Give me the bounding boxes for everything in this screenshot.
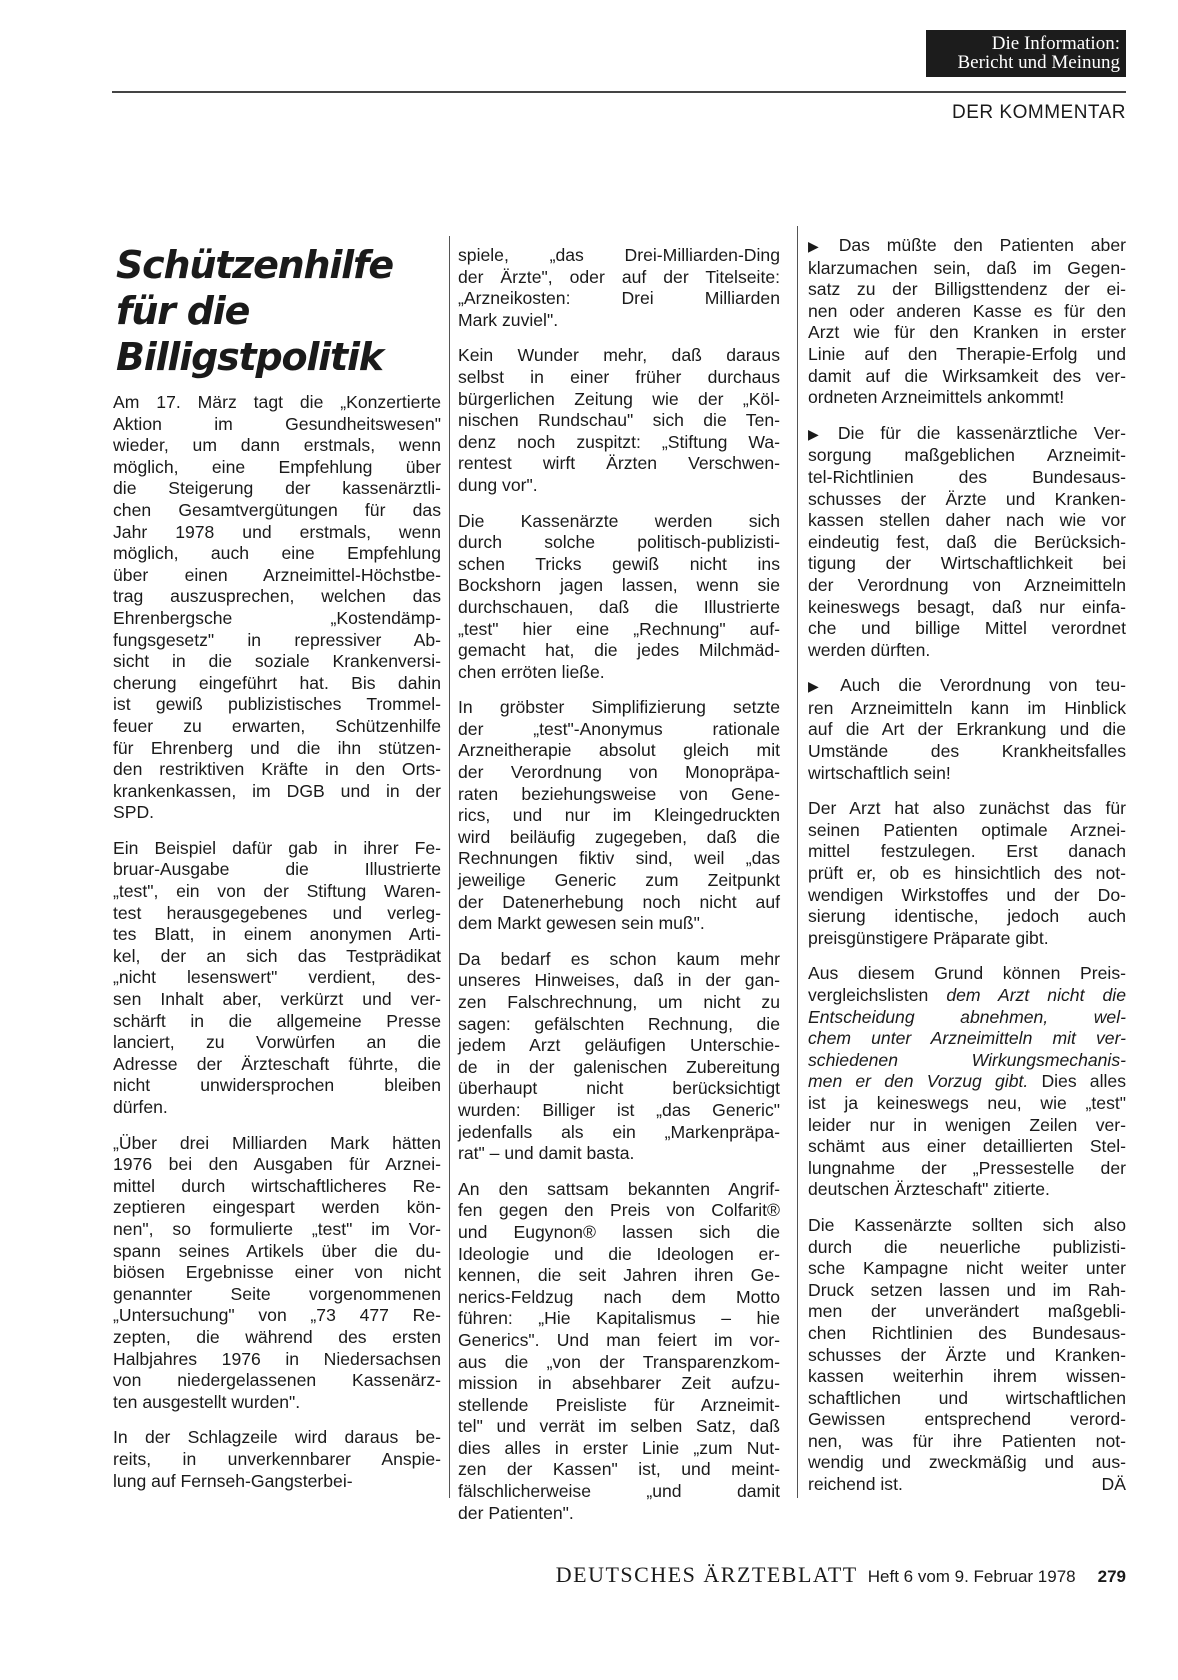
text-line: Entscheidung abnehmen, wel-	[808, 1006, 1126, 1027]
text-line: ren Arzneimitteln kann im Hinblick	[808, 697, 1126, 718]
text-line: nicht unwidersprochen bleiben	[113, 1075, 441, 1096]
headline-line: Billigstpolitik	[116, 335, 383, 379]
text-line: nen", so formulierte „test" im Vor-	[113, 1218, 441, 1239]
text-line: In der Schlagzeile wird daraus be-	[113, 1427, 441, 1448]
text-line: deutschen Ärzteschaft" zitierte.	[808, 1179, 1050, 1200]
text-line: keineswegs besagt, daß nur einfa-	[808, 596, 1126, 617]
text-line: jedenfalls als ein „Markenpräpa-	[458, 1121, 780, 1142]
text-line: men der unverändert maßgebli-	[808, 1301, 1126, 1322]
text-line: 1976 bei den Ausgaben für Arznei-	[113, 1154, 441, 1175]
page-number: 279	[1097, 1567, 1126, 1586]
text-line: reichend ist. DÄ	[808, 1474, 1126, 1495]
text-line: zen der Kassen" ist, und meint-	[458, 1459, 780, 1480]
text-line: schusses der Ärzte und Kranken-	[808, 1344, 1126, 1365]
text-line: men er den Vorzug gibt. Dies alles	[808, 1071, 1126, 1092]
text-line: nerics-Feldzug nach dem Motto	[458, 1286, 780, 1307]
text-line: schärft in die allgemeine Presse	[113, 1010, 441, 1031]
text-line: kennen, die seit Jahren ihren Ge-	[458, 1265, 780, 1286]
text-line: auf die Art der Erkrankung und die	[808, 719, 1126, 740]
text-line: und Eugynon® lassen sich die	[458, 1221, 780, 1242]
text-line: jeweilige Generic zum Zeitpunkt	[458, 870, 780, 891]
text-line: ▶ Das müßte den Patienten aber	[808, 235, 1126, 255]
text-line: chem unter Arzneimitteln mit ver-	[808, 1028, 1126, 1049]
text-line: reits, in unverkennbarer Anspie-	[113, 1448, 441, 1469]
text-line: Arzneitherapie absolut gleich mit	[458, 740, 780, 761]
journal-name: DEUTSCHES ÄRZTEBLATT	[555, 1562, 858, 1587]
text-line: stellende Preisliste für Arzneimit-	[458, 1394, 780, 1415]
headline-line: Schützenhilfe	[116, 243, 393, 287]
article-paragraph	[808, 1215, 1126, 1496]
article-paragraph	[113, 392, 441, 824]
text-line: die Steigerung der kassenärztli-	[113, 478, 441, 499]
text-line: cherung eingeführt hat. Bis dahin	[113, 672, 441, 693]
article-paragraph	[808, 423, 1126, 662]
text-line: dürfen.	[113, 1097, 168, 1117]
text-line: Die Kassenärzte werden sich	[458, 510, 780, 531]
text-line: Ein Beispiel dafür gab in ihrer Fe-	[113, 837, 441, 858]
text-line: biösen Ergebnisse einer von nicht	[113, 1262, 441, 1283]
text-line: klarzumachen sein, daß im Gegen-	[808, 257, 1126, 278]
text-line: tel" und verrät im selben Satz, daß	[458, 1416, 780, 1437]
text-line: Der Arzt hat also zunächst das für	[808, 798, 1126, 819]
text-line: mission in absehbarer Zeit aufzu-	[458, 1373, 780, 1394]
text-line: vergleichslisten dem Arzt nicht die	[808, 985, 1126, 1005]
text-line: „Untersuchung" von „73 477 Re-	[113, 1305, 441, 1326]
text-line: selbst in einer früher durchaus	[458, 366, 780, 387]
text-line: „Arzneikosten: Drei Milliarden	[458, 288, 780, 309]
text-line: Am 17. März tagt die „Konzertierte	[113, 392, 441, 412]
text-line: Linie auf den Therapie-Erfolg und	[808, 343, 1126, 364]
issue-info: Heft 6 vom 9. Februar 1978	[867, 1567, 1076, 1586]
article-paragraph	[808, 963, 1126, 1201]
text-line: chen Richtlinien des Bundesaus-	[808, 1322, 1126, 1343]
text-line: de in der galenischen Zubereitung	[458, 1056, 780, 1077]
text-line: überhaupt nicht berücksichtigt	[458, 1078, 780, 1099]
text-line: der „test"-Anonymus rationale	[458, 718, 780, 739]
text-line: spiele, „das Drei-Milliarden-Ding	[458, 245, 780, 265]
text-line: Aktion im Gesundheitswesen"	[113, 413, 441, 434]
text-line: Da bedarf es schon kaum mehr	[458, 948, 780, 969]
text-line: denz noch zuspitzt: „Stiftung Wa-	[458, 431, 780, 452]
text-line: leider nur in wenigen Zeilen ver-	[808, 1114, 1126, 1135]
text-line: „nicht lesenswert" verdient, des-	[113, 967, 441, 988]
article-paragraph	[458, 949, 780, 1165]
text-line: feuer zu erwarten, Schützenhilfe	[113, 715, 441, 736]
text-line: aus die „von der Transparenzkom-	[458, 1351, 780, 1372]
text-line: ordneten Arzneimittels ankommt!	[808, 387, 1065, 408]
text-line: kassen stellen daher nach wie vor	[808, 510, 1126, 531]
text-line: krankenkassen, im DGB und in der	[113, 780, 441, 801]
text-line: che und billige Mittel verordnet	[808, 618, 1126, 639]
text-line: möglich, auch eine Empfehlung	[113, 543, 441, 564]
text-line: kel, der an sich das Testprädikat	[113, 945, 441, 966]
text-line: damit auf die Wirksamkeit des ver-	[808, 365, 1126, 386]
article-paragraph	[458, 245, 780, 331]
text-line: ▶ Auch die Verordnung von teu-	[808, 675, 1126, 696]
text-line: führen: „Hie Kapitalismus – hie	[458, 1308, 780, 1329]
text-line: möglich, eine Empfehlung über	[113, 456, 441, 477]
text-line: nen, was für ihre Patienten not-	[808, 1430, 1126, 1451]
arrow-marker-icon: ▶	[808, 238, 831, 254]
article-paragraph	[458, 345, 780, 496]
text-line: Bockshorn jagen lassen, wenn sie	[458, 575, 780, 596]
text-line: jedem Arzt geläufigen Unterschie-	[458, 1035, 780, 1056]
text-line: Druck setzen lassen und im Rah-	[808, 1279, 1126, 1300]
text-line: dies alles in erster Linie „zum Nut-	[458, 1437, 780, 1458]
text-line: satz zu der Billigsttendenz der ei-	[808, 279, 1126, 300]
text-line: dem Markt gewesen sein muß".	[458, 913, 705, 934]
text-line: tigung der Wirtschaftlichkeit bei	[808, 553, 1126, 574]
text-line: kassen weiterhin ihrem wissen-	[808, 1366, 1126, 1387]
article-column-3	[808, 235, 1126, 1510]
text-line: Umstände des Krankheitsfalles	[808, 741, 1126, 762]
text-line: trag auszusprechen, welchen das	[113, 586, 441, 607]
text-line: für Ehrenberg und die ihn stützen-	[113, 737, 441, 758]
badge-line-1: Die Information:	[991, 33, 1120, 54]
text-line: der Verordnung von Arzneimitteln	[808, 574, 1126, 595]
article-paragraph	[113, 1427, 441, 1492]
text-line: lanciert, zu Vorwürfen an die	[113, 1032, 441, 1053]
text-line: sen Inhalt aber, verkürzt und ver-	[113, 989, 441, 1010]
text-line: mittel durch wirtschaftlicheres Re-	[113, 1175, 441, 1196]
text-line: Halbjahres 1976 in Niedersachsen	[113, 1348, 441, 1369]
text-line: Generics". Und man feiert im vor-	[458, 1329, 780, 1350]
headline	[116, 242, 436, 380]
text-line: schen Tricks gewiß nicht ins	[458, 553, 780, 574]
text-line: zepten, die während des ersten	[113, 1326, 441, 1347]
text-line: An den sattsam bekannten Angrif-	[458, 1178, 780, 1199]
article-column-1	[113, 392, 441, 1506]
text-line: prüft er, ob es hinsichtlich des not-	[808, 863, 1126, 884]
text-line: genannter Seite vorgenommenen	[113, 1283, 441, 1304]
text-line: Aus diesem Grund können Preis-	[808, 963, 1126, 984]
text-line: Adresse der Ärzteschaft führte, die	[113, 1053, 441, 1074]
section-badge	[926, 30, 1126, 77]
article-paragraph	[113, 838, 441, 1119]
text-line: nen oder anderen Kasse es für den	[808, 300, 1126, 321]
text-line: „test" hier eine „Rechnung" auf-	[458, 618, 780, 639]
text-line: tes Blatt, in einem anonymen Arti-	[113, 924, 441, 945]
text-line: fen gegen den Preis von Colfarit®	[458, 1200, 780, 1221]
text-line: wendig und zweckmäßig und aus-	[808, 1452, 1126, 1473]
text-line: spann seines Artikels über die du-	[113, 1240, 441, 1261]
text-line: ist ja keineswegs neu, wie „test"	[808, 1092, 1126, 1113]
text-line: Ideologie und die Ideologen er-	[458, 1243, 780, 1264]
text-line: über einen Arzneimittel-Höchstbe-	[113, 564, 441, 585]
text-line: seinen Patienten optimale Arznei-	[808, 819, 1126, 840]
text-line: fälschlicherweise „und damit	[458, 1481, 780, 1502]
text-line: wendigen Wirkstoffes und der Do-	[808, 884, 1126, 905]
text-line: den restriktiven Kräfte in den Orts-	[113, 759, 441, 780]
text-line: durchschauen, daß die Illustrierte	[458, 596, 780, 617]
text-line: sagen: gefälschten Rechnung, die	[458, 1013, 780, 1034]
text-line: Kein Wunder mehr, daß daraus	[458, 345, 780, 366]
article-paragraph	[808, 235, 1126, 409]
text-line: zen Falschrechnung, um nicht zu	[458, 992, 780, 1012]
text-line: eindeutig fest, daß die Berücksich-	[808, 531, 1126, 552]
article-paragraph	[458, 511, 780, 684]
text-line: ▶ Die für die kassenärztliche Ver-	[808, 422, 1126, 443]
text-line: bürgerlichen Zeitung wie der „Köl-	[458, 388, 780, 409]
text-line: lung auf Fernseh-Gangsterbei-	[113, 1470, 353, 1491]
header-rule	[112, 91, 1126, 93]
text-line: raten beziehungsweise von Gene-	[458, 783, 780, 804]
text-line: Gewissen entsprechend verord-	[808, 1409, 1126, 1430]
author-signature: DÄ	[1101, 1474, 1126, 1495]
text-line: sorgung maßgeblichen Arzneimit-	[808, 445, 1126, 466]
article-column-2	[458, 245, 780, 1538]
text-line: rentest wirft Ärzten Verschwen-	[458, 453, 780, 474]
text-line: werden dürften.	[808, 639, 931, 660]
text-line: von niedergelassenen Kassenärz-	[113, 1370, 441, 1391]
text-line: rat" – und damit basta.	[458, 1143, 635, 1164]
text-line: ist gewiß publizistisches Trommel-	[113, 694, 441, 715]
article-paragraph	[458, 1179, 780, 1525]
article-paragraph	[113, 1133, 441, 1414]
text-line: fungsgesetz" in repressiver Ab-	[113, 629, 441, 650]
text-line: wird beiläufig zugegeben, daß die	[458, 826, 780, 847]
text-line: ten ausgestellt wurden".	[113, 1391, 301, 1412]
text-line: der Patienten".	[458, 1502, 574, 1523]
text-line: sicht in die soziale Krankenversi-	[113, 651, 441, 672]
text-line: SPD.	[113, 802, 155, 823]
text-line: wirtschaftlich sein!	[808, 762, 951, 783]
column-divider	[449, 236, 450, 1498]
text-line: chen Gesamtvergütungen für das	[113, 499, 441, 520]
text-line: schusses der Ärzte und Kranken-	[808, 488, 1126, 509]
text-line: der Verordnung von Monopräpa-	[458, 762, 780, 783]
text-line: „test", ein von der Stiftung Waren-	[113, 881, 441, 902]
text-line: lungnahme der „Pressestelle der	[808, 1157, 1126, 1178]
headline-line: für die	[116, 289, 250, 333]
text-line: wurden: Billiger ist „das Generic"	[458, 1099, 780, 1120]
text-line: chen erröten ließe.	[458, 661, 605, 682]
text-line: durch die neuerliche publizisti-	[808, 1236, 1126, 1257]
text-line: rics, und nur im Kleingedruckten	[458, 805, 780, 826]
arrow-marker-icon: ▶	[808, 425, 830, 442]
text-line: dung vor".	[458, 474, 538, 495]
arrow-marker-icon: ▶	[808, 678, 833, 695]
text-line: Jahr 1978 und erstmals, wenn	[113, 521, 441, 542]
text-line: der Datenerhebung noch nicht auf	[458, 891, 780, 912]
text-line: schiedenen Wirkungsmechanis-	[808, 1049, 1126, 1070]
text-line: unseres Hinweises, daß in der gan-	[458, 970, 780, 991]
section-label: DER KOMMENTAR	[952, 102, 1126, 123]
text-line: der Ärzte", oder auf der Titelseite:	[458, 266, 780, 287]
text-line: Arzt wie für den Kranken in erster	[808, 322, 1126, 343]
text-line: schämt aus einer detaillierten Stel-	[808, 1136, 1126, 1157]
text-line: „Über drei Milliarden Mark hätten	[113, 1132, 441, 1153]
article-paragraph	[808, 798, 1126, 949]
text-line: sierung identische, jedoch auch	[808, 906, 1126, 927]
text-line: gemacht hat, die jedes Milchmäd-	[458, 640, 780, 661]
text-line: Rechnungen fiktiv sind, weil „das	[458, 848, 780, 869]
text-line: durch solche politisch-publizisti-	[458, 532, 780, 553]
text-line: mittel festzulegen. Erst danach	[808, 841, 1126, 862]
text-line: wieder, um dann erstmals, wenn	[113, 435, 441, 456]
text-line: schaftlichen und wirtschaftlichen	[808, 1387, 1126, 1408]
column-divider	[797, 226, 798, 1498]
text-line: Ehrenbergsche „Kostendämp-	[113, 607, 441, 628]
article-paragraph	[808, 675, 1126, 784]
page-footer	[0, 1562, 1126, 1588]
text-line: zeptieren eingespart werden kön-	[113, 1197, 441, 1218]
text-line: bruar-Ausgabe die Illustrierte	[113, 859, 441, 880]
text-line: nischen Rundschau" sich die Ten-	[458, 410, 780, 431]
text-line: test herausgegebenes und verleg-	[113, 902, 441, 923]
article-paragraph	[458, 697, 780, 935]
text-line: Mark zuviel".	[458, 309, 559, 330]
badge-line-2: Bericht und Meinung	[957, 52, 1120, 73]
text-line: preisgünstigere Präparate gibt.	[808, 927, 1049, 948]
text-line: sche Kampagne nicht weiter unter	[808, 1258, 1126, 1279]
text-line: Die Kassenärzte sollten sich also	[808, 1214, 1126, 1235]
text-line: In gröbster Simplifizierung setzte	[458, 697, 780, 718]
text-line: tel-Richtlinien des Bundesaus-	[808, 466, 1126, 487]
